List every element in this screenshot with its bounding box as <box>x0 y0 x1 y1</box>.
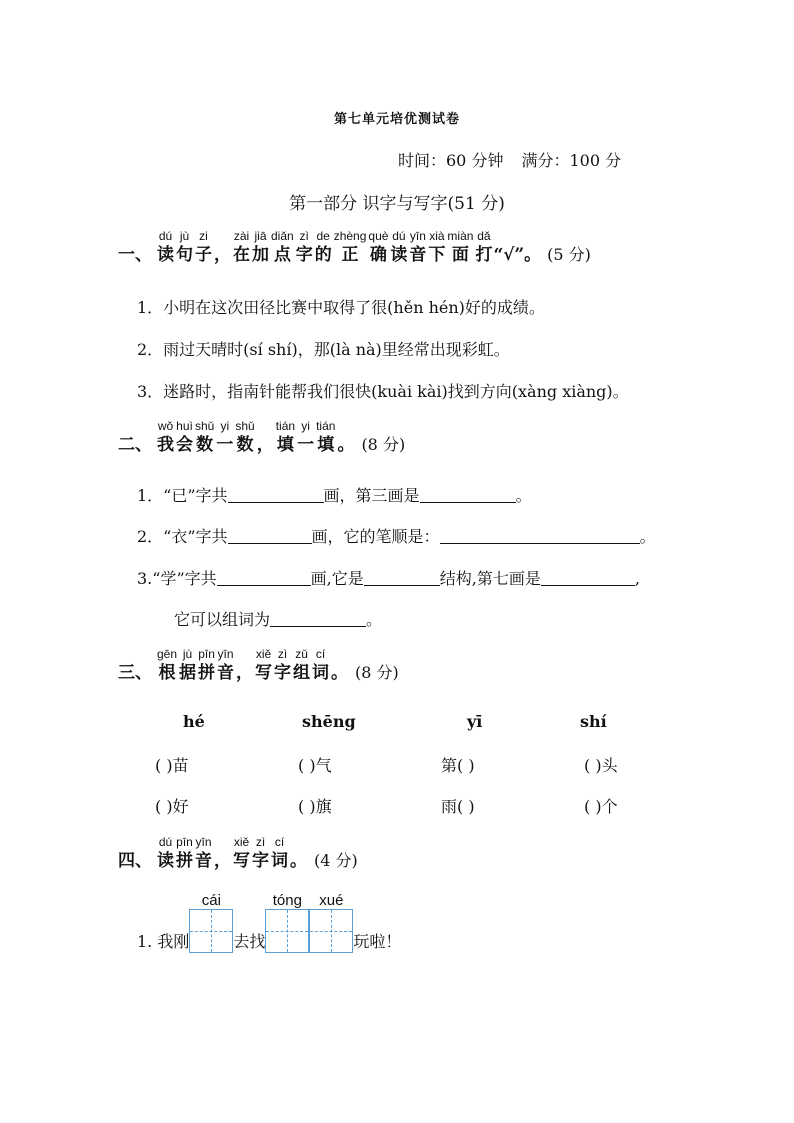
char-pinyin <box>214 228 231 244</box>
pinyin-char <box>176 228 193 266</box>
section-instruction <box>156 646 349 684</box>
answer-blank[interactable] <box>270 610 366 627</box>
char-pinyin: wǒ <box>157 419 174 433</box>
char-text: 。 <box>337 435 355 455</box>
fill-item[interactable]: ( )好 <box>155 797 189 816</box>
grid-cell[interactable] <box>309 909 353 953</box>
section-3-heading <box>118 646 399 684</box>
part-title: 第一部分 识字与写字(51 分) <box>289 194 505 214</box>
pinyin-char <box>233 834 250 872</box>
char-text: 数 <box>196 435 214 455</box>
char-pinyin: zì <box>277 647 288 661</box>
pinyin-char <box>236 646 253 684</box>
char-pinyin: tián <box>275 419 296 433</box>
question-2-3-continued: 它可以组词为 。 <box>174 610 383 629</box>
writing-grid[interactable] <box>265 892 353 953</box>
char-text: 拼 <box>176 851 193 871</box>
answer-blank[interactable] <box>364 569 440 586</box>
char-text: 填 <box>317 435 335 455</box>
char-pinyin: cí <box>274 835 285 849</box>
pinyin-char <box>157 646 177 684</box>
pinyin-he: hé <box>183 712 205 731</box>
char-pinyin <box>290 834 307 850</box>
pinyin-char <box>252 834 269 872</box>
char-pinyin: yīn <box>217 647 234 661</box>
char-text: 拼 <box>198 663 216 683</box>
pinyin-char <box>428 228 445 266</box>
char-pinyin: zì <box>299 229 309 243</box>
char-text: 点 <box>273 245 291 265</box>
pinyin-char <box>176 834 193 872</box>
char-pinyin <box>337 418 354 434</box>
char-text: 正 <box>341 245 359 265</box>
char-pinyin: shǔ <box>195 419 215 433</box>
pinyin-char <box>195 228 212 266</box>
char-pinyin: xiě <box>233 835 250 849</box>
char-pinyin: de <box>316 229 330 243</box>
pinyin-char <box>217 646 234 684</box>
char-pinyin: miàn <box>447 229 474 243</box>
pinyin-char <box>297 418 314 456</box>
char-text: 音 <box>217 663 235 683</box>
char-pinyin: jù <box>179 229 190 243</box>
time-limit: 时间：60 分钟 <box>398 151 504 170</box>
pinyin-char <box>276 418 295 456</box>
pinyin-char <box>409 228 426 266</box>
section-score: (4 分) <box>314 851 358 870</box>
char-text: 确 <box>369 245 387 265</box>
question-4-1: 1. 我刚 cái 去找 tóng xué 玩啦！ <box>137 892 402 951</box>
char-text: 字 <box>252 851 269 871</box>
char-pinyin: xiě <box>255 647 272 661</box>
fill-item[interactable]: ( )气 <box>298 756 332 775</box>
pinyin-char <box>337 418 354 456</box>
section-number: 二、 <box>118 435 152 455</box>
char-pinyin: jiā <box>254 229 267 243</box>
section-score: (8 分) <box>361 435 406 454</box>
section-1-heading <box>118 228 591 266</box>
question-2-1: 1．“已”字共 画，第三画是 。 <box>137 486 532 505</box>
char-text: 读 <box>157 851 174 871</box>
pinyin-char <box>214 834 231 872</box>
question-1-2: 2．雨过天晴时(sí shí)，那(là nà)里经常出现彩虹。 <box>137 340 510 359</box>
char-text: 根 <box>158 663 176 683</box>
pinyin-char <box>271 834 288 872</box>
page-title: 第七单元培优测试卷 <box>333 112 460 127</box>
char-text: 。 <box>331 663 349 683</box>
char-pinyin: què <box>368 229 389 243</box>
char-pinyin: yīn <box>409 229 426 243</box>
fill-item[interactable]: 第( ) <box>441 756 475 775</box>
char-text: 我 <box>157 435 174 455</box>
pinyin-char <box>255 646 272 684</box>
char-text: 据 <box>179 663 197 683</box>
pinyin-char <box>316 418 335 456</box>
answer-blank[interactable] <box>217 569 311 586</box>
pinyin-char <box>290 834 307 872</box>
char-pinyin: yi <box>220 419 230 433</box>
pinyin-char <box>157 834 174 872</box>
char-pinyin: zǔ <box>295 647 308 661</box>
pinyin-char <box>157 418 174 456</box>
char-pinyin: gēn <box>157 647 178 661</box>
pinyin-char <box>198 646 215 684</box>
char-pinyin: zài <box>233 229 250 243</box>
section-score: (8 分) <box>355 663 399 682</box>
char-text: 加 <box>252 245 269 265</box>
grid-cell[interactable] <box>265 909 309 953</box>
char-text: 打 <box>475 245 493 265</box>
char-text: 一 <box>216 435 234 455</box>
char-text: 音 <box>195 851 212 871</box>
question-1-1: 1．小明在这次田径比赛中取得了很(hěn hén)好的成绩。 <box>137 298 545 317</box>
fill-item[interactable]: ( )个 <box>584 797 618 816</box>
fill-item[interactable]: 雨( ) <box>441 797 475 816</box>
question-2-3: 3.“学”字共 画,它是 结构,第七画是 , <box>137 569 640 588</box>
pinyin-char <box>315 228 332 266</box>
section-number: 三、 <box>118 663 152 683</box>
pinyin-char <box>274 646 291 684</box>
char-pinyin: dǎ <box>477 229 491 243</box>
char-text: 会 <box>176 435 193 455</box>
char-text: 字 <box>295 245 313 265</box>
char-text: ， <box>256 435 274 455</box>
grid-pinyin: xué <box>319 892 344 909</box>
section-instruction <box>156 834 308 872</box>
grid-pinyin: cái <box>201 892 221 909</box>
char-text: 写 <box>255 663 273 683</box>
pinyin-yi: yī <box>467 712 483 731</box>
pinyin-char <box>179 646 196 684</box>
char-text: 数 <box>236 435 254 455</box>
pinyin-char <box>195 418 214 456</box>
char-pinyin <box>214 834 231 850</box>
char-text: 下 <box>428 245 446 265</box>
pinyin-char <box>331 646 348 684</box>
pinyin-char <box>214 228 231 266</box>
pinyin-char <box>157 228 174 266</box>
char-pinyin: dú <box>158 835 173 849</box>
full-score: 满分：100 分 <box>521 151 622 170</box>
pinyin-char <box>176 418 193 456</box>
char-pinyin: dú <box>392 229 406 243</box>
char-pinyin: pīn <box>176 835 193 849</box>
char-pinyin: zhèng <box>333 229 367 243</box>
fill-item[interactable]: ( )头 <box>584 756 618 775</box>
section-number: 一、 <box>118 245 152 265</box>
pinyin-char <box>368 228 388 266</box>
section-4-heading <box>118 834 358 872</box>
section-2-heading <box>118 418 405 456</box>
char-pinyin: zi <box>199 229 208 243</box>
pinyin-char <box>312 646 329 684</box>
pinyin-sheng: shēng <box>302 712 356 731</box>
char-pinyin: shǔ <box>235 419 255 433</box>
question-1-3: 3．迷路时，指南针能帮我们很快(kuài kài)找到方向(xàng xiàng)。 <box>137 382 629 401</box>
answer-blank[interactable] <box>440 527 640 544</box>
fill-item[interactable]: ( )苗 <box>155 756 189 775</box>
char-text: 一 <box>297 435 315 455</box>
pinyin-char <box>235 418 254 456</box>
pinyin-char <box>252 228 269 266</box>
char-text: 词 <box>271 851 288 871</box>
char-pinyin: jù <box>182 647 193 661</box>
char-pinyin: diǎn <box>271 229 294 243</box>
answer-blank[interactable] <box>420 486 516 503</box>
answer-blank[interactable] <box>541 569 635 586</box>
checkmark-hint: “√”。 <box>493 245 542 265</box>
char-pinyin <box>331 646 348 662</box>
pinyin-char <box>390 228 407 266</box>
char-text: 在 <box>233 245 250 265</box>
char-text: ， <box>214 245 231 265</box>
writing-grid[interactable] <box>189 892 233 953</box>
answer-blank[interactable] <box>228 486 324 503</box>
char-text: 字 <box>274 663 292 683</box>
char-text: 面 <box>451 245 469 265</box>
char-pinyin: zì <box>255 835 266 849</box>
char-text: 读 <box>390 245 408 265</box>
exam-meta <box>398 148 621 171</box>
char-pinyin <box>257 418 274 434</box>
pinyin-char <box>334 228 367 266</box>
section-number: 四、 <box>118 851 152 871</box>
pinyin-char <box>296 228 313 266</box>
section-score: (5 分) <box>547 245 591 264</box>
char-pinyin: cí <box>315 647 326 661</box>
char-text: ， <box>236 663 254 683</box>
char-pinyin: tián <box>316 419 336 433</box>
char-pinyin: yīn <box>195 835 212 849</box>
char-pinyin: xià <box>429 229 445 243</box>
char-text: 填 <box>276 435 294 455</box>
char-text: 句 <box>176 245 193 265</box>
answer-blank[interactable] <box>228 527 312 544</box>
char-text: 组 <box>293 663 311 683</box>
pinyin-char <box>216 418 233 456</box>
question-2-2: 2．“衣”字共 画，它的笔顺是： 。 <box>137 527 656 546</box>
pinyin-char <box>195 834 212 872</box>
char-text: 的 <box>314 245 332 265</box>
char-text: 音 <box>409 245 427 265</box>
char-pinyin: pīn <box>198 647 215 661</box>
char-text: 词 <box>312 663 330 683</box>
pinyin-char <box>293 646 310 684</box>
char-pinyin: dú <box>158 229 173 243</box>
pinyin-char <box>475 228 492 266</box>
grid-cell[interactable] <box>189 909 233 953</box>
char-pinyin: yi <box>301 419 310 433</box>
char-text: 。 <box>290 851 307 871</box>
section-instruction <box>156 418 355 456</box>
char-pinyin: huì <box>176 419 193 433</box>
section-instruction <box>156 228 493 266</box>
char-text: 子 <box>195 245 212 265</box>
char-text: ， <box>214 851 231 871</box>
grid-pinyin: tóng <box>272 892 302 909</box>
pinyin-shi: shí <box>580 712 607 731</box>
char-text: 写 <box>233 851 250 871</box>
pinyin-char <box>447 228 473 266</box>
pinyin-char <box>233 228 250 266</box>
char-text: 读 <box>157 245 174 265</box>
pinyin-char <box>271 228 294 266</box>
pinyin-char <box>257 418 274 456</box>
char-pinyin <box>236 646 253 662</box>
fill-item[interactable]: ( )旗 <box>298 797 332 816</box>
